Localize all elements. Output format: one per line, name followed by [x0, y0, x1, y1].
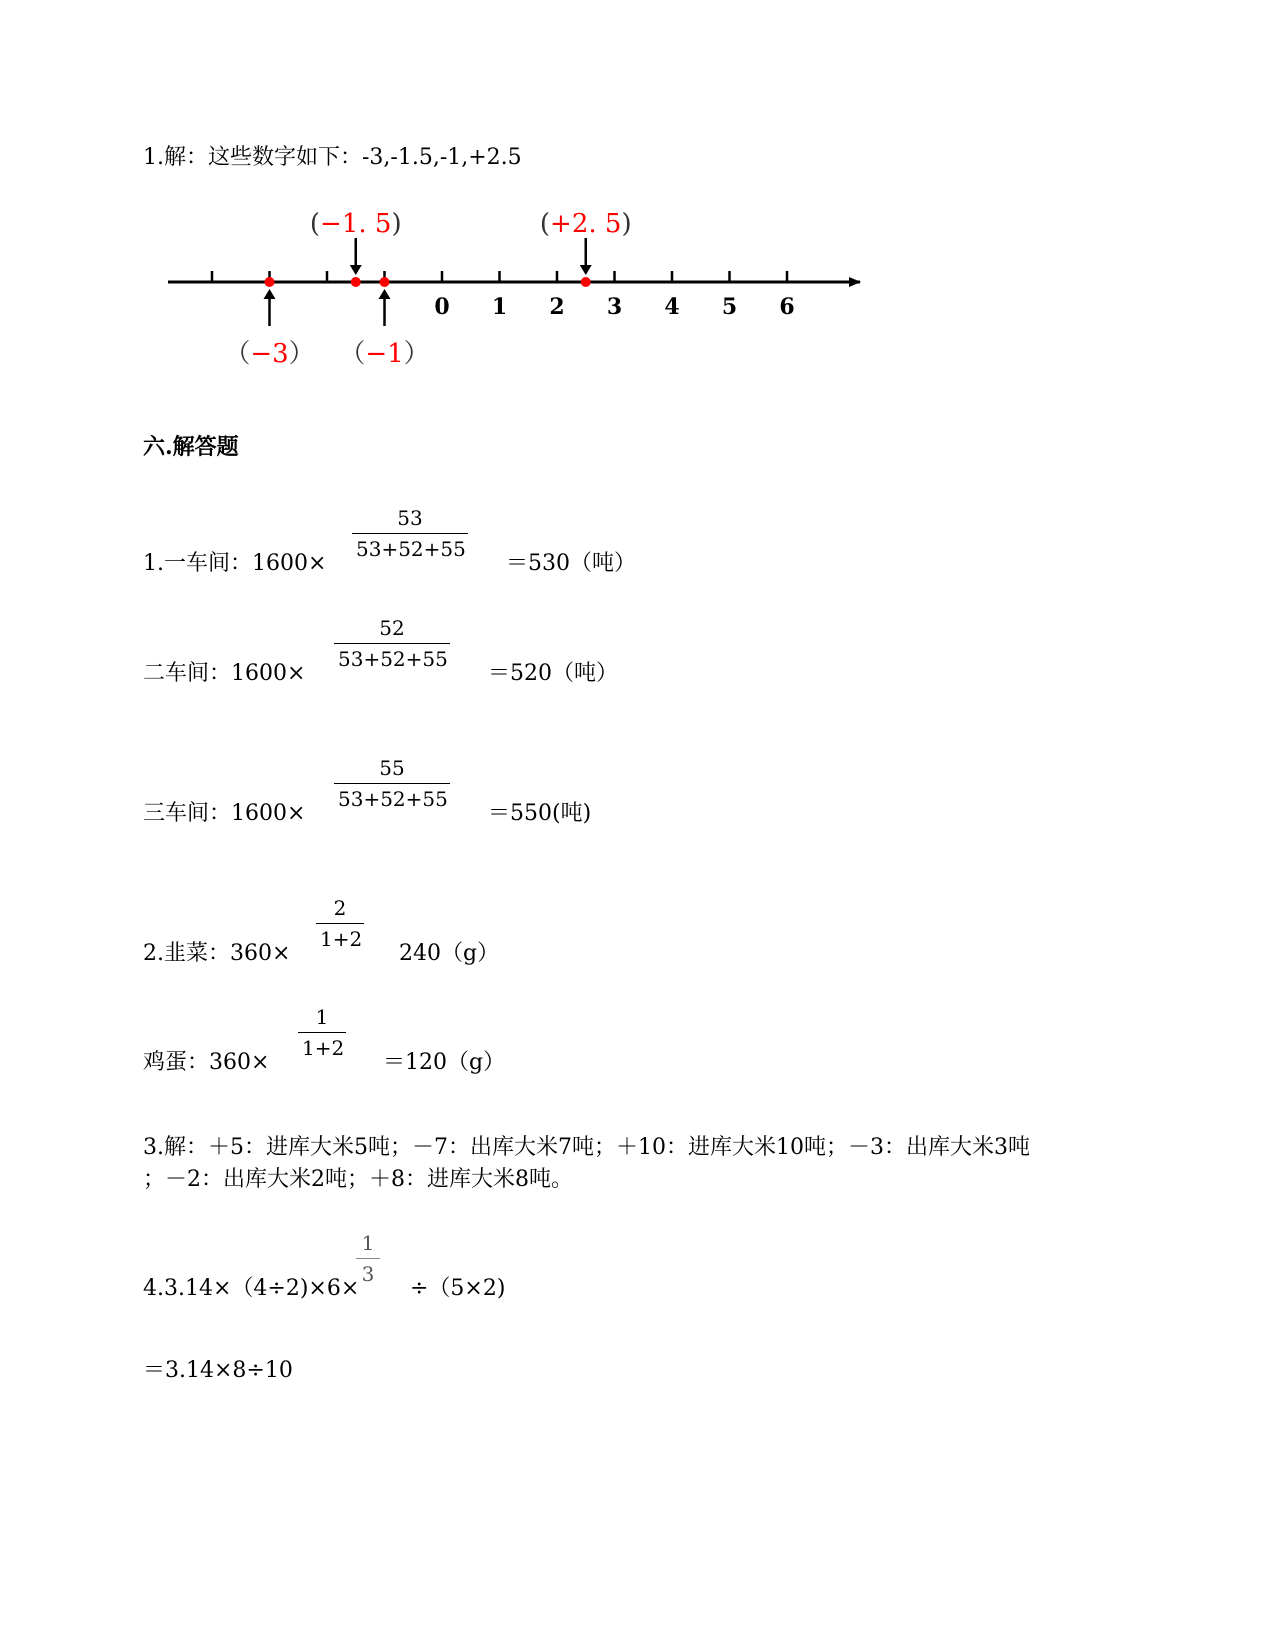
fraction-numerator: 53 — [397, 506, 423, 530]
arrow-up-icon — [379, 289, 391, 326]
q3-line2: ；－2：出库大米2吨；＋8：进库大米8吨。 — [143, 1167, 573, 1192]
fraction-denominator: 53+52+55 — [338, 787, 448, 811]
q1-row1-prefix: 1.一车间：1600× — [143, 551, 327, 576]
arrow-up-icon — [264, 289, 276, 326]
fraction-numerator: 2 — [333, 896, 347, 920]
tick-label: 6 — [779, 294, 795, 320]
q4-line2: ＝3.14×8÷10 — [143, 1358, 293, 1383]
arrow-down-icon — [350, 238, 362, 275]
q2-row1-fraction — [316, 898, 364, 949]
q2-row2-prefix: 鸡蛋：360× — [143, 1050, 270, 1075]
point-label: (−1. 5) — [309, 209, 402, 239]
q4-fraction — [356, 1233, 380, 1284]
number-line-figure — [160, 200, 880, 390]
tick-label: 0 — [434, 294, 450, 320]
section-heading: 六.解答题 — [143, 434, 239, 460]
fraction-numerator: 1 — [361, 1231, 375, 1255]
intro-text: 1.解：这些数字如下：-3,-1.5,-1,+2.5 — [143, 145, 522, 170]
q1-row3-prefix: 三车间：1600× — [143, 801, 306, 826]
number-line-point — [581, 277, 591, 287]
q1-row2-fraction — [334, 618, 450, 669]
q1-row1-fraction — [352, 508, 468, 559]
tick-label: 1 — [491, 294, 508, 320]
tick-label: 5 — [721, 294, 738, 320]
number-line-point — [351, 277, 361, 287]
q1-row3-result: ＝550(吨) — [488, 801, 592, 826]
fraction-numerator: 55 — [379, 756, 405, 780]
fraction-denominator: 53+52+55 — [338, 647, 448, 671]
q1-row2-prefix: 二车间：1600× — [143, 661, 306, 686]
fraction-numerator: 52 — [379, 616, 405, 640]
number-line-point — [265, 277, 275, 287]
q3-line1: 3.解：＋5：进库大米5吨；－7：出库大米7吨；＋10：进库大米10吨；－3：出库大米3吨 — [143, 1135, 1030, 1160]
point-label: (+2. 5) — [539, 209, 632, 239]
q2-row2-fraction — [298, 1007, 346, 1058]
fraction-denominator: 3 — [361, 1262, 375, 1286]
tick-label: 4 — [664, 294, 680, 320]
arrow-down-icon — [580, 238, 592, 275]
fraction-denominator: 53+52+55 — [356, 537, 466, 561]
tick-label: 3 — [606, 294, 623, 320]
q1-row2-result: ＝520（吨） — [488, 661, 618, 686]
fraction-numerator: 1 — [315, 1005, 329, 1029]
point-label: （−3） — [224, 339, 315, 369]
q1-row3-fraction — [334, 758, 450, 809]
q4-expression: 4.3.14×（4÷2)×6× — [143, 1276, 360, 1301]
fraction-denominator: 1+2 — [302, 1036, 345, 1060]
q4-divisor: ÷（5×2) — [410, 1276, 506, 1301]
q2-row2-result: ＝120（g） — [383, 1050, 506, 1075]
q2-row1-prefix: 2.韭菜：360× — [143, 941, 291, 966]
q1-row1-result: ＝530（吨） — [506, 551, 636, 576]
number-line-point — [380, 277, 390, 287]
point-label: （−1） — [339, 339, 430, 369]
tick-label: 2 — [549, 294, 565, 320]
fraction-denominator: 1+2 — [320, 927, 363, 951]
q2-row1-result: 240（g） — [399, 941, 500, 966]
